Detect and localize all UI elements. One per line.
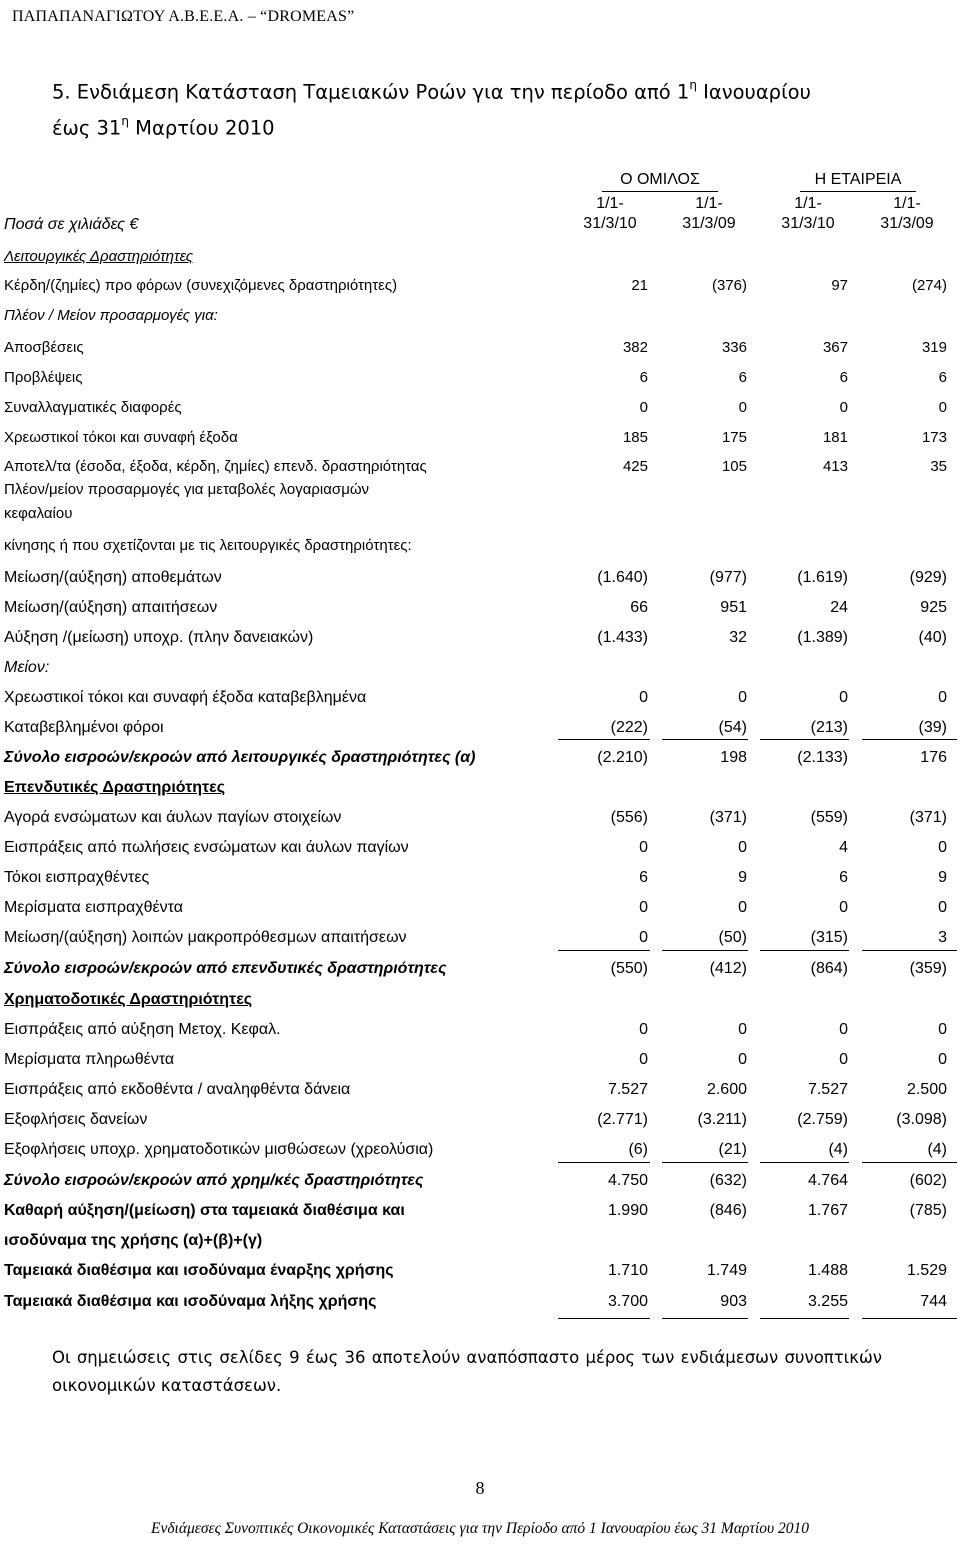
period-line-1: 1/1-	[596, 195, 624, 212]
row-label: Εισπράξεις από αύξηση Μετοχ. Κεφαλ.	[4, 1021, 281, 1038]
total-rule-line	[862, 739, 957, 740]
table-row	[0, 803, 960, 833]
row-label: κεφαλαίου	[4, 505, 73, 522]
row-label: Λειτουργικές Δραστηριότητες	[4, 248, 194, 265]
row-value-group-2010: 1.990	[607, 1202, 648, 1219]
table-row	[0, 893, 960, 923]
row-value-group-2009: 0	[738, 1051, 747, 1068]
table-row	[0, 1045, 960, 1075]
table-row	[0, 1105, 960, 1135]
total-rule-line	[760, 950, 849, 951]
row-value-company-2010: 0	[839, 1021, 848, 1038]
row-label: Μείωση/(αύξηση) απαιτήσεων	[4, 599, 218, 616]
table-row	[0, 393, 960, 423]
row-value-company-2009: (785)	[909, 1202, 947, 1219]
row-label: Επενδυτικές Δραστηριότητες	[4, 779, 226, 796]
row-value-group-2010: 66	[630, 599, 648, 616]
total-rule-line	[862, 950, 957, 951]
row-value-company-2009: (929)	[909, 569, 947, 586]
row-value-group-2009: 6	[738, 369, 747, 386]
row-label: Καθαρή αύξηση/(μείωση) στα ταμειακά διαθέσιμα και	[4, 1202, 405, 1219]
table-row	[0, 954, 960, 984]
period-line-1: 1/1-	[794, 195, 822, 212]
row-value-group-2010: (2.210)	[597, 749, 648, 766]
row-value-group-2009: 2.600	[706, 1081, 747, 1098]
total-rule-line	[760, 1162, 849, 1163]
row-value-company-2009: 3	[938, 929, 947, 946]
period-line-2: 31/3/10	[583, 215, 637, 232]
total-rule-line	[558, 739, 650, 740]
table-row	[0, 623, 960, 653]
row-value-company-2010: (1.389)	[797, 629, 848, 646]
row-value-company-2010: (864)	[810, 960, 848, 977]
units-label: Ποσά σε χιλιάδες €	[4, 216, 139, 233]
row-value-company-2010: (2.759)	[797, 1111, 848, 1128]
total-rule-line	[862, 1318, 957, 1319]
row-value-group-2009: 951	[720, 599, 747, 616]
row-value-company-2010: 7.527	[807, 1081, 848, 1098]
row-value-group-2009: 0	[738, 899, 747, 916]
row-value-group-2009: 198	[720, 749, 747, 766]
row-value-group-2010: (1.433)	[597, 629, 648, 646]
row-value-group-2009: (54)	[718, 719, 747, 736]
table-row	[0, 243, 960, 271]
row-value-group-2009: (50)	[718, 929, 747, 946]
row-value-company-2010: 413	[822, 458, 848, 475]
title-superscript-1: η	[689, 78, 697, 92]
row-value-company-2009: 0	[938, 839, 947, 856]
row-value-group-2009: 0	[738, 1021, 747, 1038]
table-row	[0, 1226, 960, 1256]
row-label: Μείωση/(αύξηση) λοιπών μακροπρόθεσμων απαιτήσεων	[4, 929, 407, 946]
row-value-group-2010: 185	[622, 429, 648, 446]
row-label: Εισπράξεις από πωλήσεις ενσώματων και άυλων παγίων	[4, 839, 409, 856]
row-value-company-2009: (4)	[927, 1141, 947, 1158]
row-value-company-2010: 4	[839, 839, 848, 856]
period-line-2: 31/3/09	[880, 215, 934, 232]
row-value-company-2009: 0	[938, 899, 947, 916]
row-value-group-2010: 382	[622, 339, 648, 356]
row-value-group-2009: 903	[720, 1293, 747, 1310]
row-value-company-2009: 925	[920, 599, 947, 616]
row-value-group-2010: (550)	[610, 960, 648, 977]
table-row	[0, 1015, 960, 1045]
total-rule-line	[558, 1162, 650, 1163]
row-value-group-2010: 21	[631, 277, 648, 294]
total-rule-line	[760, 1318, 849, 1319]
row-value-group-2010: 0	[639, 839, 648, 856]
table-row	[0, 743, 960, 773]
title-part-1: 5. Ενδιάμεση Κατάσταση Ταμειακών Ροών για την περίοδο από 1	[52, 80, 690, 104]
total-rule-line	[558, 1318, 650, 1319]
total-rule-line	[558, 950, 650, 951]
row-label: Μείωση/(αύξηση) αποθεμάτων	[4, 569, 222, 586]
row-label: Αύξηση /(μείωση) υποχρ. (πλην δανειακών)	[4, 629, 314, 646]
row-label: ισοδύναμα της χρήσης (α)+(β)+(γ)	[4, 1232, 263, 1249]
row-value-group-2009: (632)	[709, 1172, 747, 1189]
row-value-company-2010: 24	[830, 599, 848, 616]
table-row	[0, 593, 960, 623]
row-value-company-2009: 9	[938, 869, 947, 886]
row-value-company-2009: 6	[938, 369, 947, 386]
row-value-company-2009: (274)	[911, 277, 947, 294]
row-value-company-2010: 97	[831, 277, 848, 294]
row-value-group-2009: 175	[721, 429, 747, 446]
row-value-company-2010: 0	[839, 399, 848, 416]
row-label: Αποσβέσεις	[4, 339, 84, 356]
row-label: Κέρδη/(ζημίες) προ φόρων (συνεχιζόμενες δραστηριότητες)	[4, 277, 398, 294]
table-row	[0, 1196, 960, 1226]
row-value-company-2009: 319	[921, 339, 947, 356]
table-row	[0, 333, 960, 363]
row-label: Συναλλαγματικές διαφορές	[4, 399, 182, 416]
row-value-group-2009: (21)	[718, 1141, 747, 1158]
row-value-company-2010: 0	[839, 899, 848, 916]
row-value-company-2010: 0	[839, 689, 848, 706]
row-value-group-2009: (3.211)	[697, 1111, 747, 1128]
row-value-group-2009: 105	[721, 458, 747, 475]
row-value-group-2009: 32	[729, 629, 747, 646]
row-value-company-2010: (2.133)	[797, 749, 848, 766]
row-value-group-2010: 4.750	[607, 1172, 648, 1189]
row-value-group-2009: 0	[738, 399, 747, 416]
period-line-2: 31/3/10	[781, 215, 835, 232]
row-value-company-2009: (40)	[918, 629, 947, 646]
table-row	[0, 985, 960, 1015]
row-value-group-2009: 336	[721, 339, 747, 356]
period-line-1: 1/1-	[695, 195, 723, 212]
row-value-company-2010: 4.764	[807, 1172, 848, 1189]
row-value-company-2010: 3.255	[807, 1293, 848, 1310]
company-header: ΠΑΠΑΠΑΝΑΓΙΩΤΟΥ Α.Β.Ε.Ε.Α. – “DROMEAS”	[12, 8, 355, 25]
period-header-company-2010	[768, 194, 848, 234]
row-value-company-2010: (213)	[810, 719, 848, 736]
row-value-group-2010: 0	[639, 1021, 648, 1038]
table-row	[0, 863, 960, 893]
row-value-company-2009: 2.500	[906, 1081, 947, 1098]
company-column-header: Η ΕΤΑΙΡΕΙΑ	[796, 170, 920, 190]
table-row	[0, 653, 960, 683]
row-label: Σύνολο εισροών/εκροών από επενδυτικές δραστηριότητες	[4, 960, 447, 977]
row-value-company-2010: 367	[822, 339, 848, 356]
row-label: Πλέον/μείον προσαρμογές για μεταβολές λογαριασμών	[4, 481, 370, 498]
row-value-group-2010: 1.710	[607, 1262, 648, 1279]
row-label: Εισπράξεις από εκδοθέντα / αναληφθέντα δάνεια	[4, 1081, 351, 1098]
table-row	[0, 301, 960, 331]
row-value-company-2010: (4)	[828, 1141, 848, 1158]
row-label: Χρεωστικοί τόκοι και συναφή έξοδα καταβεβλημένα	[4, 689, 367, 706]
period-line-2: 31/3/09	[682, 215, 736, 232]
table-row	[0, 923, 960, 953]
row-value-group-2009: (371)	[709, 809, 747, 826]
row-value-group-2010: (556)	[610, 809, 648, 826]
row-value-group-2010: (1.640)	[597, 569, 648, 586]
row-value-company-2010: (559)	[810, 809, 848, 826]
table-row	[0, 363, 960, 393]
row-value-group-2010: 0	[639, 1051, 648, 1068]
group-column-header: Ο ΟΜΙΛΟΣ	[598, 170, 722, 190]
row-label: Καταβεβλημένοι φόροι	[4, 719, 164, 736]
total-rule-line	[662, 1318, 748, 1319]
row-value-company-2010: 181	[822, 429, 848, 446]
row-value-company-2010: 1.767	[807, 1202, 848, 1219]
row-value-company-2009: (371)	[909, 809, 947, 826]
row-label: Χρεωστικοί τόκοι και συναφή έξοδα	[4, 429, 238, 446]
row-value-group-2010: (222)	[610, 719, 648, 736]
row-label: Σύνολο εισροών/εκροών από χρημ/κές δραστηριότητες	[4, 1172, 424, 1189]
row-value-group-2009: 0	[738, 839, 747, 856]
row-value-company-2009: 0	[938, 399, 947, 416]
table-row	[0, 1256, 960, 1286]
period-header-group-2010	[570, 194, 650, 234]
row-value-company-2009: 176	[920, 749, 947, 766]
footnote: Οι σημειώσεις στις σελίδες 9 έως 36 αποτελούν αναπόσπαστο μέρος των ενδιάμεσων συνοπτικών οικονομικών καταστάσεων.	[52, 1348, 882, 1395]
row-value-company-2009: (359)	[909, 960, 947, 977]
statement-title	[52, 72, 912, 143]
table-row	[0, 563, 960, 593]
table-row	[0, 1075, 960, 1105]
row-label: Πλέον / Μείον προσαρμογές για:	[4, 307, 218, 324]
period-line-1: 1/1-	[893, 195, 921, 212]
row-value-group-2010: 0	[639, 399, 648, 416]
row-value-company-2010: 0	[839, 1051, 848, 1068]
row-label: Τόκοι εισπραχθέντες	[4, 869, 150, 886]
period-header-company-2009	[867, 194, 947, 234]
row-label: Αγορά ενσώματων και άυλων παγίων στοιχείων	[4, 809, 342, 826]
row-label: Εξοφλήσεις δανείων	[4, 1111, 148, 1128]
row-value-group-2010: 0	[639, 899, 648, 916]
row-label: Μερίσματα πληρωθέντα	[4, 1051, 175, 1068]
row-value-company-2010: 6	[839, 369, 848, 386]
row-label: Χρηματοδοτικές Δραστηριότητες	[4, 991, 253, 1008]
row-label: Μερίσματα εισπραχθέντα	[4, 899, 183, 916]
total-rule-line	[662, 739, 748, 740]
table-row	[0, 477, 960, 503]
row-label: Σύνολο εισροών/εκροών από λειτουργικές δραστηριότητες (α)	[4, 749, 476, 766]
row-label: Προβλέψεις	[4, 369, 83, 386]
table-row	[0, 833, 960, 863]
row-label: Εξοφλήσεις υποχρ. χρηματοδοτικών μισθώσεων (χρεολύσια)	[4, 1141, 434, 1158]
row-value-group-2009: 1.749	[706, 1262, 747, 1279]
row-label: Μείον:	[4, 659, 50, 676]
row-value-group-2010: 425	[622, 458, 648, 475]
row-label: Ταμειακά διαθέσιμα και ισοδύναμα έναρξης χρήσης	[4, 1262, 394, 1279]
row-value-company-2009: 1.529	[906, 1262, 947, 1279]
title-superscript-2: η	[121, 113, 129, 128]
total-rule-line	[662, 1162, 748, 1163]
table-row	[0, 1166, 960, 1196]
row-value-group-2010: (6)	[628, 1141, 648, 1158]
row-value-group-2010: (2.771)	[597, 1111, 648, 1128]
period-header-group-2009	[669, 194, 749, 234]
table-row	[0, 1287, 960, 1317]
row-value-group-2010: 6	[639, 869, 648, 886]
row-value-group-2009: (846)	[709, 1202, 747, 1219]
row-value-company-2009: 173	[921, 429, 947, 446]
table-row	[0, 1135, 960, 1165]
row-value-company-2009: (39)	[918, 719, 947, 736]
page-footer: Ενδιάμεσες Συνοπτικές Οικονομικές Καταστάσεις για την Περίοδο από 1 Ιανουαρίου έως 31 Μαρτίου 2010	[151, 1520, 809, 1537]
row-value-company-2010: 6	[839, 869, 848, 886]
title-part-2: Ιανουαρίου	[696, 80, 811, 104]
row-label: κίνησης ή που σχετίζονται με τις λειτουργικές δραστηριότητες:	[4, 537, 412, 554]
row-value-group-2010: 0	[639, 689, 648, 706]
row-value-group-2010: 6	[639, 369, 648, 386]
row-value-group-2010: 7.527	[607, 1081, 648, 1098]
row-value-company-2009: (3.098)	[896, 1111, 947, 1128]
row-value-group-2009: 9	[738, 869, 747, 886]
row-label: Αποτελ/τα (έσοδα, έξοδα, κέρδη, ζημίες) επενδ. δραστηριότητας	[4, 458, 427, 475]
table-row	[0, 531, 960, 561]
row-value-company-2009: (602)	[909, 1172, 947, 1189]
total-rule-line	[760, 739, 849, 740]
total-rule-line	[662, 950, 748, 951]
title-part-4: Μαρτίου 2010	[128, 116, 275, 139]
row-value-group-2009: (376)	[711, 277, 747, 294]
table-row	[0, 683, 960, 713]
table-row	[0, 773, 960, 803]
row-value-company-2009: 744	[920, 1293, 947, 1310]
row-value-group-2009: 0	[738, 689, 747, 706]
row-value-company-2010: (315)	[810, 929, 848, 946]
table-row	[0, 271, 960, 301]
total-rule-line	[862, 1162, 957, 1163]
row-label: Ταμειακά διαθέσιμα και ισοδύναμα λήξης χρήσης	[4, 1293, 377, 1310]
row-value-company-2009: 0	[938, 689, 947, 706]
row-value-company-2010: (1.619)	[797, 569, 848, 586]
row-value-group-2010: 0	[639, 929, 648, 946]
table-row	[0, 501, 960, 527]
row-value-company-2009: 0	[938, 1021, 947, 1038]
row-value-group-2010: 3.700	[607, 1293, 648, 1310]
row-value-group-2009: (977)	[709, 569, 747, 586]
title-part-3: έως 31	[52, 116, 122, 139]
table-row	[0, 423, 960, 453]
row-value-company-2009: 0	[938, 1051, 947, 1068]
row-value-group-2009: (412)	[709, 960, 747, 977]
page-number: 8	[475, 1478, 485, 1498]
row-value-company-2010: 1.488	[807, 1262, 848, 1279]
row-value-company-2009: 35	[930, 458, 947, 475]
